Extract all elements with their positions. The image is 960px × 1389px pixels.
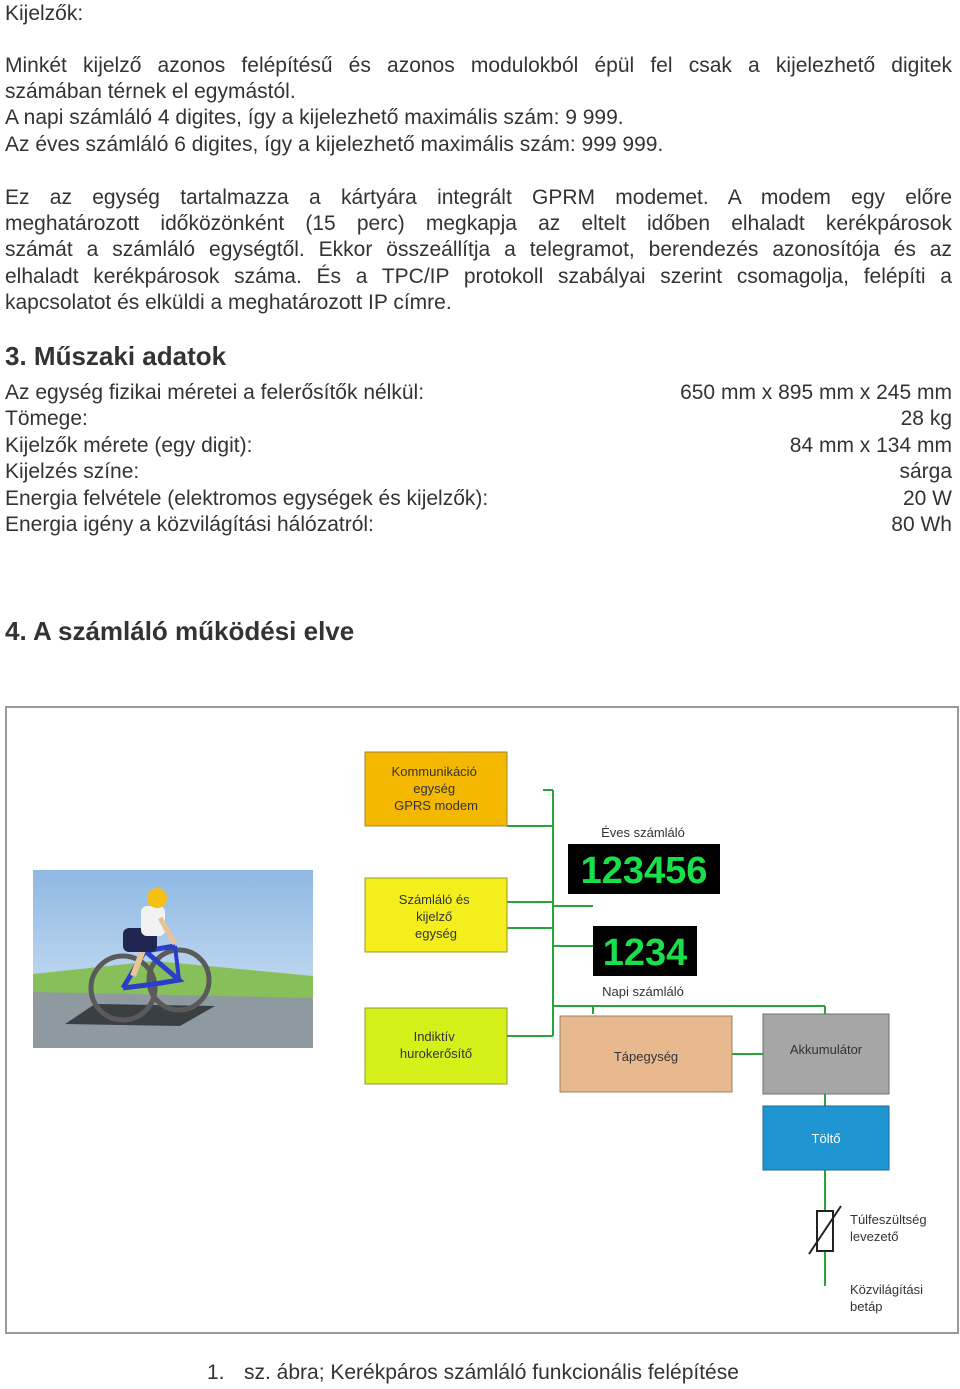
intro-line: A napi számláló 4 digites, így a kijelezhető maximális szám: 9 999. (5, 106, 624, 129)
daily-counter-label: Napi számláló (602, 984, 684, 999)
spec-value: sárga (899, 460, 952, 483)
power-supply-label: Tápegység (613, 1049, 679, 1064)
section-heading-principle: 4. A számláló működési elve (5, 616, 355, 646)
communication-unit-label: Kommunikáció egység GPRS modem (391, 764, 478, 813)
spec-label: Tömege: (5, 407, 88, 430)
cyclist-illustration (33, 870, 313, 1048)
spec-value: 28 kg (900, 407, 952, 430)
spec-label: Energia igény a közvilágítási hálózatról: (5, 513, 374, 536)
inductive-loop-amplifier-label: Indiktív hurokerősítő (399, 1029, 473, 1061)
spec-row (5, 459, 952, 485)
surge-arrester-label: Túlfeszültség levezető (850, 1212, 927, 1244)
battery-label: Akkumulátor (789, 1042, 863, 1057)
intro-line: Az éves számláló 6 digites, így a kijelezhető maximális szám: 999 999. (5, 133, 664, 156)
modem-paragraph-line: számát a számláló egységtől. Ekkor összeállítja a telegramot, berendezés azonosítója és az (5, 238, 952, 261)
spec-label: Kijelzők mérete (egy digit): (5, 434, 253, 457)
figure-number: 1. (207, 1361, 225, 1384)
intro-line: Minkét kijelző azonos felépítésű és azonos modulokból épül fel csak a kijelezhető digitek (5, 54, 952, 77)
functional-diagram (5, 706, 959, 1334)
spec-row (5, 406, 952, 432)
spec-value: 650 mm x 895 mm x 245 mm (680, 381, 952, 404)
figure-caption (207, 1360, 739, 1386)
spec-row (5, 433, 952, 459)
spec-value: 84 mm x 134 mm (789, 434, 952, 457)
spec-value: 20 W (902, 487, 952, 510)
figure-caption-text: sz. ábra; Kerékpáros számláló funkcionális felépítése (244, 1361, 739, 1384)
spec-row (5, 512, 952, 538)
annual-counter-label: Éves számláló (601, 825, 685, 840)
modem-paragraph-line: elhaladt kerékpárosok száma. És a TPC/IP protokoll szabályai szerint csomagolja, felépíti a (5, 265, 952, 288)
modem-paragraph-line: kapcsolatot és elküldi a meghatározott IP címre. (5, 291, 452, 314)
spec-value: 80 Wh (891, 513, 952, 536)
page-title: Kijelzők: (5, 2, 84, 25)
spec-label: Energia felvétele (elektromos egységek és kijelzők): (5, 487, 489, 510)
modem-paragraph-line: Ez az egység tartalmazza a kártyára integrált GPRM modemet. A modem egy előre (5, 186, 952, 209)
spec-label: Kijelzés színe: (5, 460, 140, 483)
daily-counter-digits: 1234 (602, 932, 688, 974)
spec-label: Az egység fizikai méretei a felerősítők nélkül: (5, 381, 425, 404)
spec-row (5, 380, 952, 406)
modem-paragraph-line: meghatározott időközönként (15 perc) megkapja az eltelt időben elhaladt kerékpárosok (5, 212, 952, 235)
spec-row (5, 486, 952, 512)
annual-counter-digits: 123456 (580, 850, 708, 892)
charger-label: Töltő (811, 1131, 841, 1146)
intro-line: számában térnek el egymástól. (5, 80, 296, 103)
section-heading-specs: 3. Műszaki adatok (5, 341, 227, 371)
counter-display-unit-label: Számláló és kijelző egység (398, 892, 470, 941)
street-lighting-supply-label: Közvilágítási betáp (850, 1282, 923, 1314)
